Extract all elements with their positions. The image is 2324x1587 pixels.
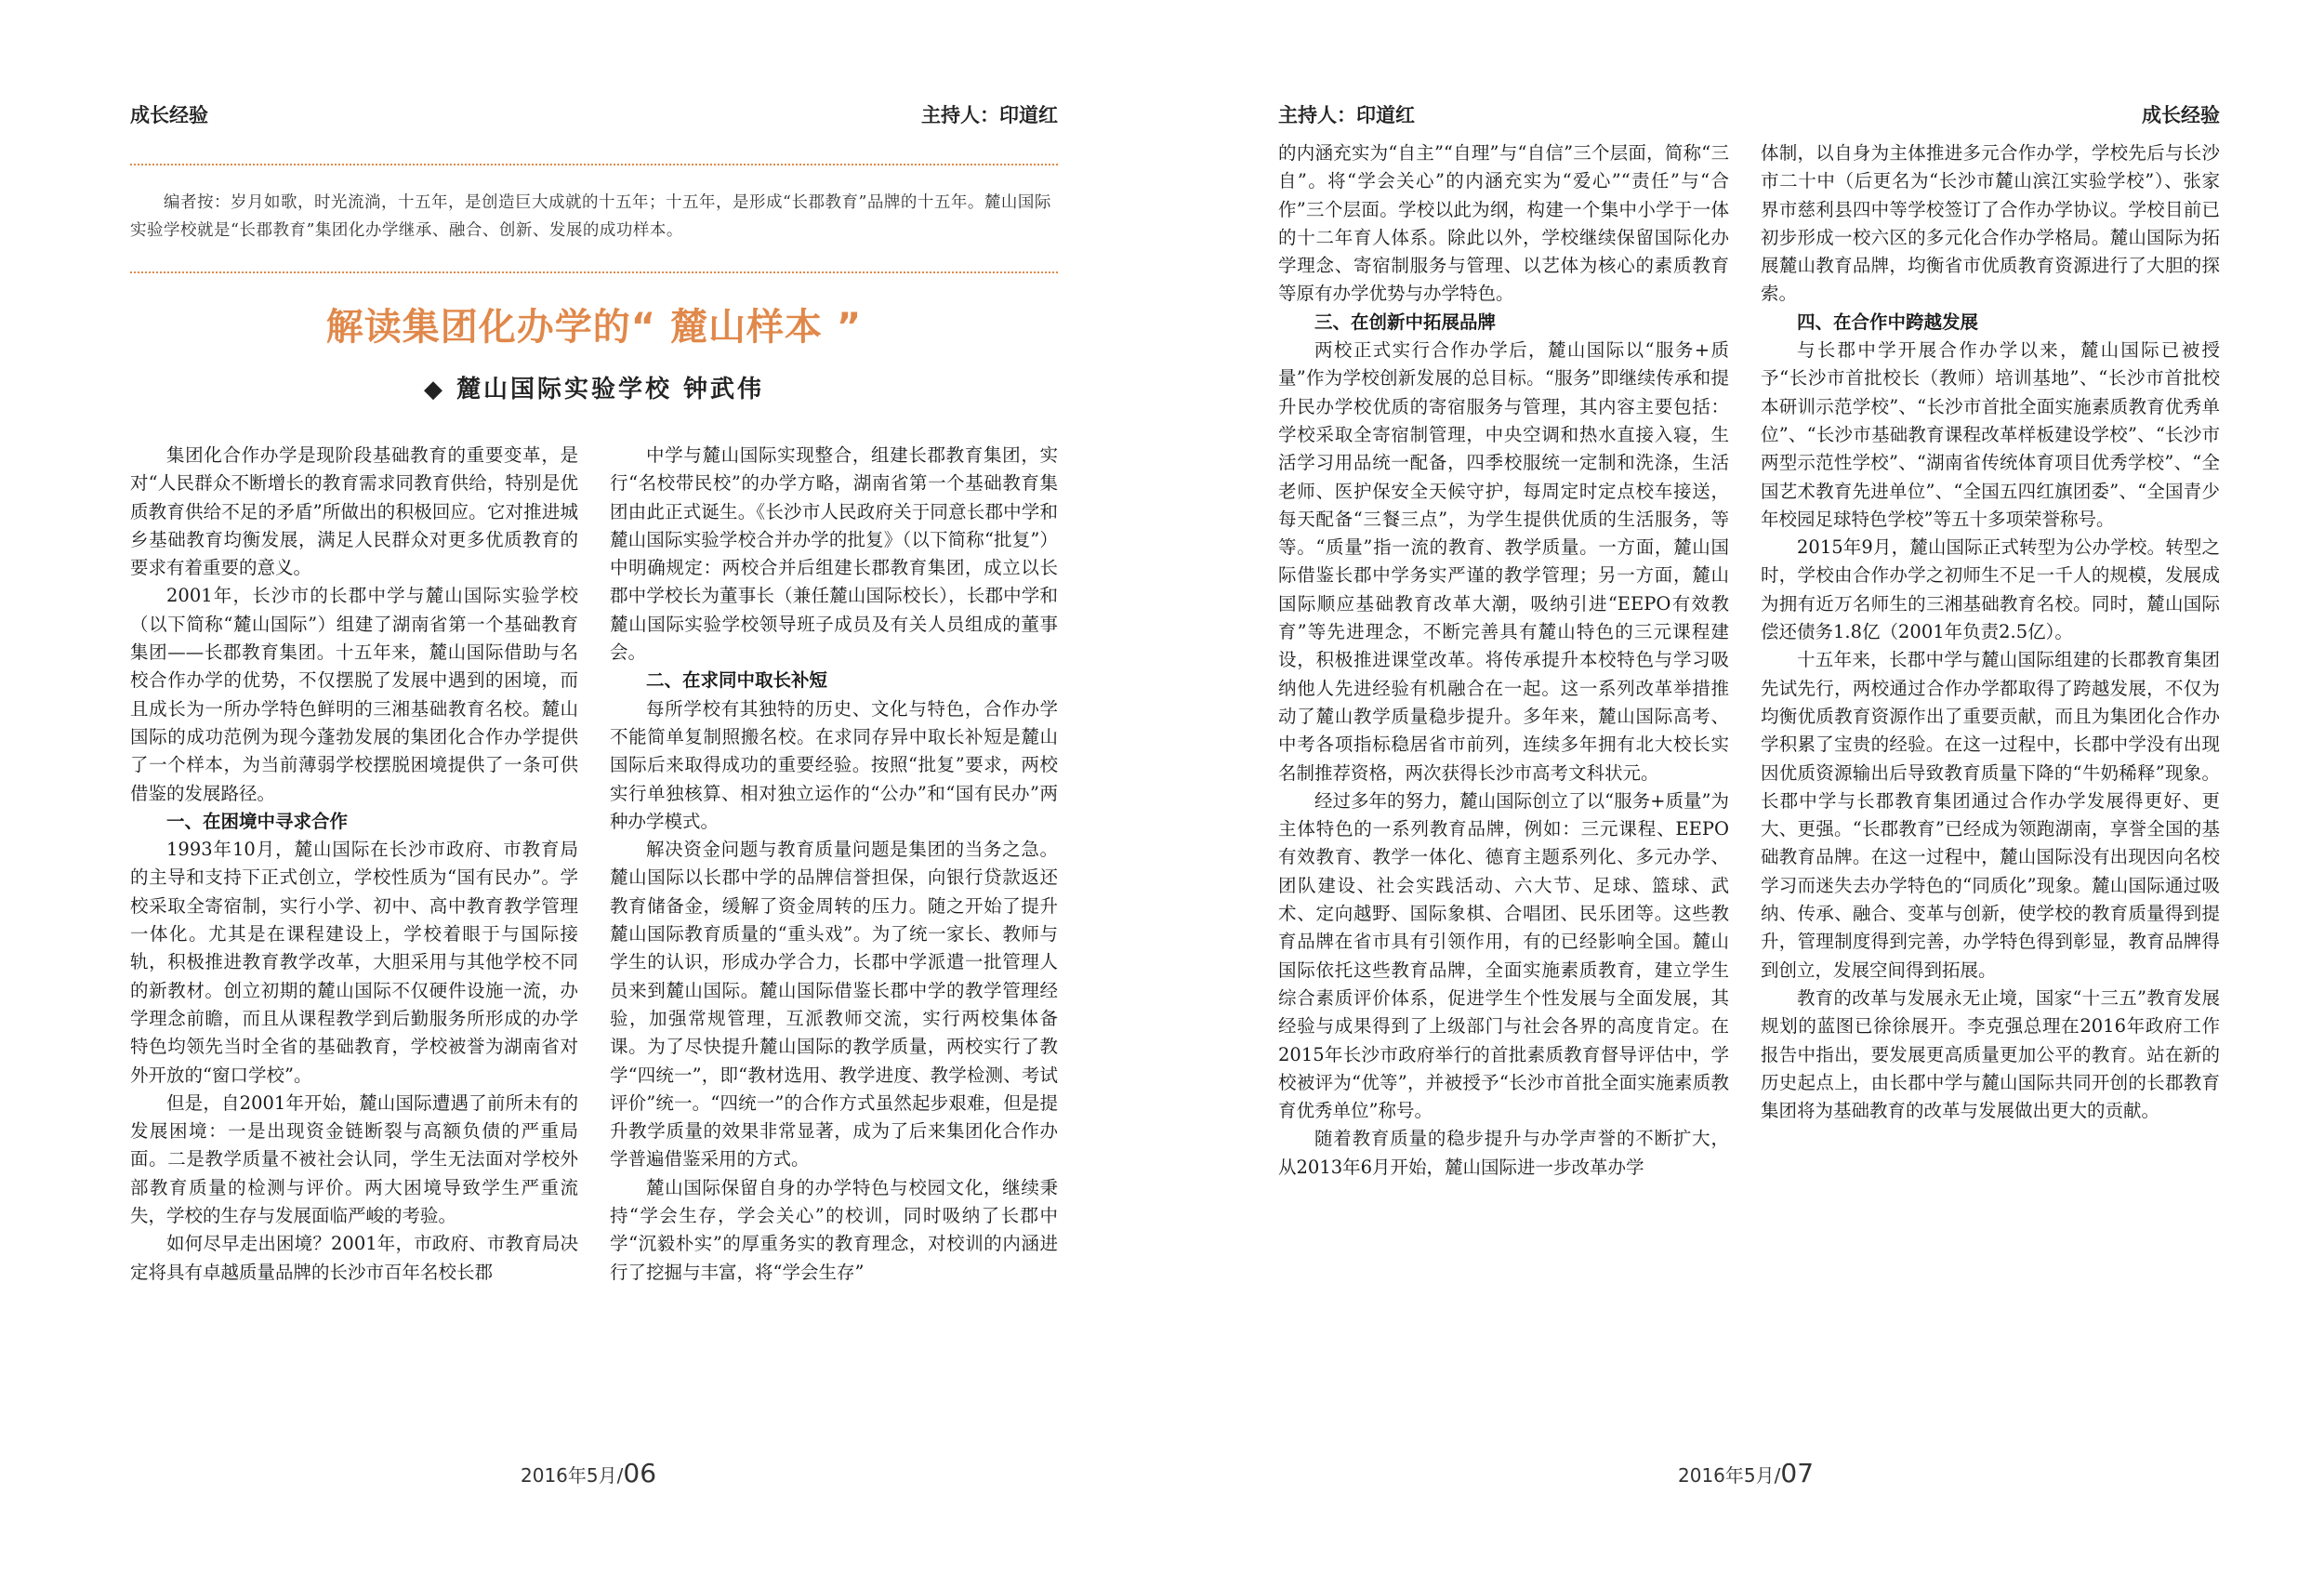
paragraph: 每所学校有其独特的历史、文化与特色，合作办学不能简单复制照搬名校。在求同存异中取长补短是麓山国际后来取得成功的重要经验。按照“批复”要求，两校实行单独核算、相对独立运作的“公办”和“国有民办”两种办学模式。 <box>610 697 1058 832</box>
page-footer <box>521 1458 656 1488</box>
host-label: 主持人：印道红 <box>921 104 1058 126</box>
article-title: 解读集团化办学的“ 麓山样本 ” <box>325 306 863 349</box>
section-heading: 一、在困境中寻求合作 <box>166 810 349 832</box>
paragraph: 与长郡中学开展合作办学以来，麓山国际已被授予“长沙市首批校长（教师）培训基地”、“长沙市首批校本研训示范学校”、“长沙市首批全面实施素质教育优秀单位”、“长沙市基础教育课程改革样板建设学校”、“长沙市两型示范性学校”、“湖南省传统体育项目优秀学校”、“全国艺术教育先进单位”、“全国五四红旗团委”、“全国青少年校园足球特色学校”等五十多项荣誉称号。 <box>1761 339 2220 530</box>
paragraph: 如何尽早走出困境？2001年，市政府、市教育局决定将具有卓越质量品牌的长沙市百年名校长郡 <box>130 1233 578 1283</box>
host-label: 主持人：印道红 <box>1278 104 1415 126</box>
article-column-3 <box>1278 139 1729 1446</box>
paragraph: 2015年9月，麓山国际正式转型为公办学校。转型之时，学校由合作办学之初师生不足一千人的规模，发展成为拥有近万名师生的三湘基础教育名校。同时，麓山国际偿还债务1.8亿（2001年负责2.5亿）。 <box>1761 536 2220 643</box>
article-author: ◆ 麓山国际实验学校 钟武伟 <box>423 376 765 403</box>
paragraph: 解决资金问题与教育质量问题是集团的当务之急。麓山国际以长郡中学的品牌信誉担保，向银行贷款返还教育储备金，缓解了资金周转的压力。随之开始了提升麓山国际教育质量的“重头戏”。为了统一家长、教师与学生的认识，形成办学合力，长郡中学派遣一批管理人员来到麓山国际。麓山国际借鉴长郡中学的教学管理经验，加强常规管理，互派教师交流，实行两校集体备课。为了尽快提升麓山国际的教学质量，两校实行了教学“四统一”，即“教材选用、教学进度、教学检测、考试评价”统一。“四统一”的合作方式虽然起步艰难，但是提升教学质量的效果非常显著，成为了后来集团化合作办学普遍借鉴采用的方式。 <box>610 839 1058 1170</box>
section-heading: 四、在合作中跨越发展 <box>1797 311 1979 333</box>
article-column-1 <box>130 442 578 1446</box>
section-label: 成长经验 <box>2142 104 2220 126</box>
section-heading: 三、在创新中拓展品牌 <box>1314 311 1497 333</box>
paragraph: 教育的改革与发展永无止境，国家“十三五”教育发展规划的蓝图已徐徐展开。李克强总理在2016年政府工作报告中指出，要发展更高质量更加公平的教育。站在新的历史起点上，由长郡中学与麓山国际共同开创的长郡教育集团将为基础教育的改革与发展做出更大的贡献。 <box>1761 986 2220 1122</box>
page-date: 2016年5月/ <box>1678 1464 1781 1487</box>
page-number: 06 <box>623 1458 657 1488</box>
page-date: 2016年5月/ <box>521 1464 624 1487</box>
paragraph: 经过多年的努力，麓山国际创立了以“服务+质量”为主体特色的一系列教育品牌，例如：三元课程、EEPO有效教育、教学一体化、德育主题系列化、多元办学、团队建设、社会实践活动、六大节、足球、篮球、武术、定向越野、国际象棋、合唱团、民乐团等。这些教育品牌在省市具有引领作用，有的已经影响全国。麓山国际依托这些教育品牌，全面实施素质教育，建立学生综合素质评价体系，促进学生个性发展与全面发展，其经验与成果得到了上级部门与社会各界的高度肯定。在2015年长沙市政府举行的首批素质教育督导评估中，学校被评为“优等”，并被授予“长沙市首批全面实施素质教育优秀单位”称号。 <box>1278 789 1729 1122</box>
article-column-2 <box>610 442 1058 1446</box>
right-page <box>1162 0 2324 1587</box>
section-label: 成长经验 <box>130 104 208 126</box>
paragraph: 十五年来，长郡中学与麓山国际组建的长郡教育集团先试先行，两校通过合作办学都取得了跨越发展，不仅为均衡优质教育资源作出了重要贡献，而且为集团化合作办学积累了宝贵的经验。在这一过程中，长郡中学没有出现因优质资源输出后导致教育质量下降的“牛奶稀释”现象。长郡中学与长郡教育集团通过合作办学发展得更好、更大、更强。“长郡教育”已经成为领跑湖南，享誉全国的基础教育品牌。在这一过程中，麓山国际没有出现因向名校学习而迷失去办学特色的“同质化”现象。麓山国际通过吸纳、传承、融合、变革与创新，使学校的教育质量得到提升，管理制度得到完善，办学特色得到彰显，教育品牌得到创立，发展空间得到拓展。 <box>1761 649 2220 981</box>
paragraph: 麓山国际保留自身的办学特色与校园文化，继续秉持“学会生存，学会关心”的校训，同时吸纳了长郡中学“沉毅朴实”的厚重务实的教育理念，对校训的内涵进行了挖掘与丰富，将“学会生存” <box>610 1176 1058 1283</box>
page-footer <box>1678 1458 1814 1488</box>
editor-note: 编者按：岁月如歌，时光流淌，十五年，是创造巨大成就的十五年；十五年，是形成“长郡教育”品牌的十五年。麓山国际实验学校就是“长郡教育”集团化办学继承、融合、创新、发展的成功样本。 <box>130 193 1051 240</box>
divider <box>130 271 1058 273</box>
paragraph: 集团化合作办学是现阶段基础教育的重要变革，是对“人民群众不断增长的教育需求同教育供给，特别是优质教育供给不足的矛盾”所做出的积极回应。它对推进城乡基础教育均衡发展，满足人民群众对更多优质教育的要求有着重要的意义。 <box>130 444 578 579</box>
paragraph: 中学与麓山国际实现整合，组建长郡教育集团，实行“名校带民校”的办学方略，湖南省第一个基础教育集团由此正式诞生。《长沙市人民政府关于同意长郡中学和麓山国际实验学校合并办学的批复》（以下简称“批复”）中明确规定：两校合并后组建长郡教育集团，成立以长郡中学校长为董事长（兼任麓山国际校长），长郡中学和麓山国际实验学校领导班子成员及有关人员组成的董事会。 <box>610 444 1058 664</box>
paragraph: 的内涵充实为“自主”“自理”与“自信”三个层面，简称“三自”。将“学会关心”的内涵充实为“爱心”“责任”与“合作”三个层面。学校以此为纲，构建一个集中小学于一体的十二年育人体系。除此以外，学校继续保留国际化办学理念、寄宿制服务与管理、以艺体为核心的素质教育等原有办学优势与办学特色。 <box>1278 142 1729 305</box>
paragraph: 2001年，长沙市的长郡中学与麓山国际实验学校（以下简称“麓山国际”）组建了湖南省第一个基础教育集团——长郡教育集团。十五年来，麓山国际借助与名校合作办学的优势，不仅摆脱了发展中遇到的困境，而且成长为一所办学特色鲜明的三湘基础教育名校。麓山国际的成功范例为现今蓬勃发展的集团化合作办学提供了一个样本，为当前薄弱学校摆脱困境提供了一条可供借鉴的发展路径。 <box>130 585 578 804</box>
article-column-4 <box>1761 139 2220 1446</box>
section-heading: 二、在求同中取长补短 <box>646 669 828 692</box>
paragraph: 随着教育质量的稳步提升与办学声誉的不断扩大，从2013年6月开始，麓山国际进一步改革办学 <box>1278 1128 1729 1178</box>
paragraph: 但是，自2001年开始，麓山国际遭遇了前所未有的发展困境：一是出现资金链断裂与高额负债的严重局面。二是教学质量不被社会认同，学生无法面对学校外部教育质量的检测与评价。两大困境导致学生严重流失，学校的生存与发展面临严峻的考验。 <box>130 1091 578 1227</box>
paragraph: 体制，以自身为主体推进多元合作办学，学校先后与长沙市二十中（后更名为“长沙市麓山滨江实验学校”）、张家界市慈利县四中等学校签订了合作办学协议。学校目前已初步形成一校六区的多元化合作办学格局。麓山国际为拓展麓山教育品牌，均衡省市优质教育资源进行了大胆的探索。 <box>1761 142 2220 305</box>
paragraph: 两校正式实行合作办学后，麓山国际以“服务+质量”作为学校创新发展的总目标。“服务”即继续传承和提升民办学校优质的寄宿服务与管理，其内容主要包括：学校采取全寄宿制管理，中央空调和热水直接入寝，生活学习用品统一配备，四季校服统一定制和洗涤，生活老师、医护保安全天候守护，每周定时定点校车接送，每天配备“三餐三点”，为学生提供优质的生活服务，等等。“质量”指一流的教育、教学质量。一方面，麓山国际借鉴长郡中学务实严谨的教学管理；另一方面，麓山国际顺应基础教育改革大潮，吸纳引进“EEPO有效教育”等先进理念，不断完善具有麓山特色的三元课程建设，积极推进课堂改革。将传承提升本校特色与学习吸纳他人先进经验有机融合在一起。这一系列改革举措推动了麓山教学质量稳步提升。多年来，麓山国际高考、中考各项指标稳居省市前列，连续多年拥有北大校长实名制推荐资格，两次获得长沙市高考文科状元。 <box>1278 339 1729 784</box>
divider <box>130 164 1058 165</box>
page-number: 07 <box>1780 1458 1815 1488</box>
paragraph: 1993年10月，麓山国际在长沙市政府、市教育局的主导和支持下正式创立，学校性质为“国有民办”。学校采取全寄宿制，实行小学、初中、高中教育教学管理一体化。尤其是在课程建设上，学校着眼于与国际接轨，积极推进教育教学改革，大胆采用与其他学校不同的新教材。创立初期的麓山国际不仅硬件设施一流，办学理念前瞻，而且从课程教学到后勤服务所形成的办学特色均领先当时全省的基础教育，学校被誉为湖南省对外开放的“窗口学校”。 <box>130 839 578 1086</box>
